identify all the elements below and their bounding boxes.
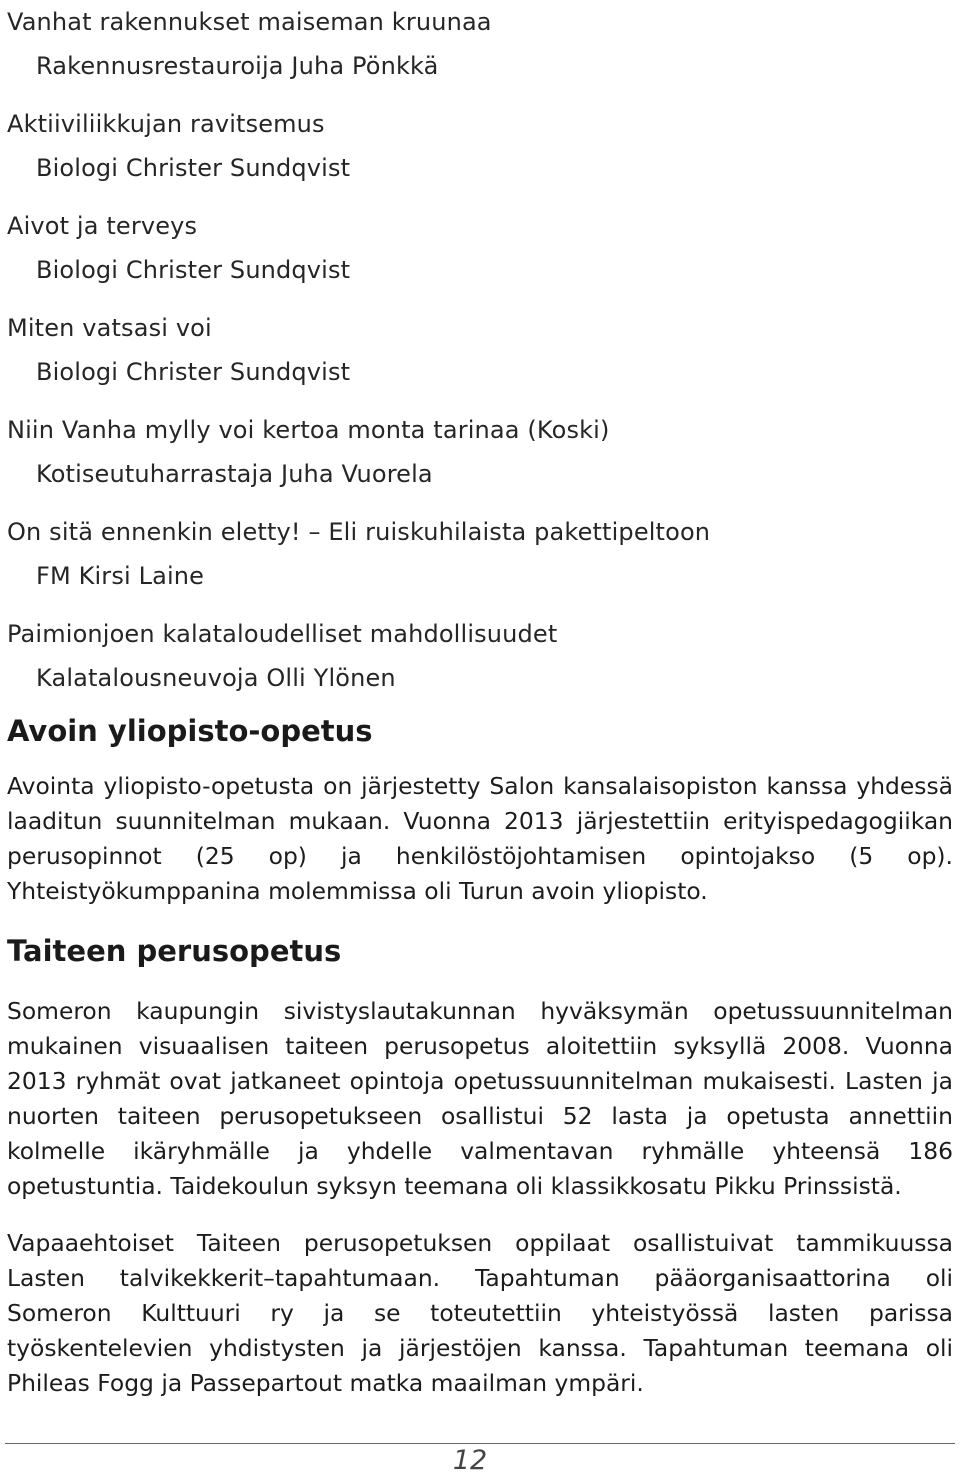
- lecture-title: Aktiiviliikkujan ravitsemus: [7, 110, 325, 138]
- lecture-speaker: Kotiseutuharrastaja Juha Vuorela: [36, 460, 433, 488]
- open-university-section: [7, 713, 953, 909]
- lecture-title: Vanhat rakennukset maiseman kruunaa: [7, 8, 492, 36]
- art-education-paragraph: Someron kaupungin sivistyslautakunnan hyväksymän opetussuunnitelman mukainen visuaalisen taiteen perusopetus aloitettiin syksyllä 2008. Vuonna 2013 ryhmät ovat jatkaneet opintoja opetussuunnitelman mukaisesti. Lasten ja nuorten taiteen perusopetukseen osallistui 52 lasta ja opetusta annettiin kolmelle ikäryhmälle ja yhdelle valmentavan ryhmälle yhteensä 186 opetustuntia. Taidekoulun syksyn teemana oli klassikkosatu Pikku Prinssistä.: [7, 997, 953, 1200]
- lecture-item: [7, 306, 952, 394]
- lecture-item: [7, 0, 952, 88]
- lecture-item: [7, 102, 952, 190]
- lecture-item: [7, 510, 952, 598]
- lecture-title: Paimionjoen kalataloudelliset mahdollisuudet: [7, 620, 558, 648]
- lecture-item: [7, 612, 952, 700]
- lecture-list: [7, 0, 952, 714]
- lecture-title: Miten vatsasi voi: [7, 314, 212, 342]
- open-university-paragraph: Avointa yliopisto-opetusta on järjestetty Salon kansalaisopiston kanssa yhdessä laaditun suunnitelman mukaan. Vuonna 2013 järjestettiin erityispedagogiikan perusopinnot (25 op) ja henkilöstöjohtamisen opintojakso (5 op). Yhteistyökumppanina molemmissa oli Turun avoin yliopisto.: [7, 772, 953, 905]
- lecture-speaker: Biologi Christer Sundqvist: [36, 358, 351, 386]
- lecture-speaker: Biologi Christer Sundqvist: [36, 256, 351, 284]
- lecture-speaker: FM Kirsi Laine: [36, 562, 205, 590]
- section-heading: Taiteen perusopetus: [7, 934, 342, 968]
- lecture-item: [7, 408, 952, 496]
- section-heading: Avoin yliopisto-opetus: [7, 714, 373, 748]
- lecture-speaker: Kalatalousneuvoja Olli Ylönen: [36, 664, 396, 692]
- art-education-paragraph: Vapaaehtoiset Taiteen perusopetuksen oppilaat osallistuivat tammikuussa Lasten talvikekkerit–tapahtumaan. Tapahtuman pääorganisaattorina oli Someron Kulttuuri ry ja se toteutettiin yhteistyössä lasten parissa työskentelevien yhdistysten ja järjestöjen kanssa. Tapahtuman teemana oli Phileas Fogg ja Passepartout matka maailman ympäri.: [7, 1229, 953, 1397]
- lecture-title: Niin Vanha mylly voi kertoa monta tarinaa (Koski): [7, 416, 610, 444]
- art-education-section: [7, 933, 953, 1401]
- lecture-title: On sitä ennenkin eletty! – Eli ruiskuhilaista pakettipeltoon: [7, 518, 711, 546]
- lecture-speaker: Rakennusrestauroija Juha Pönkkä: [36, 52, 439, 80]
- lecture-speaker: Biologi Christer Sundqvist: [36, 154, 351, 182]
- page-number: 12: [452, 1445, 488, 1476]
- lecture-title: Aivot ja terveys: [7, 212, 198, 240]
- lecture-item: [7, 204, 952, 292]
